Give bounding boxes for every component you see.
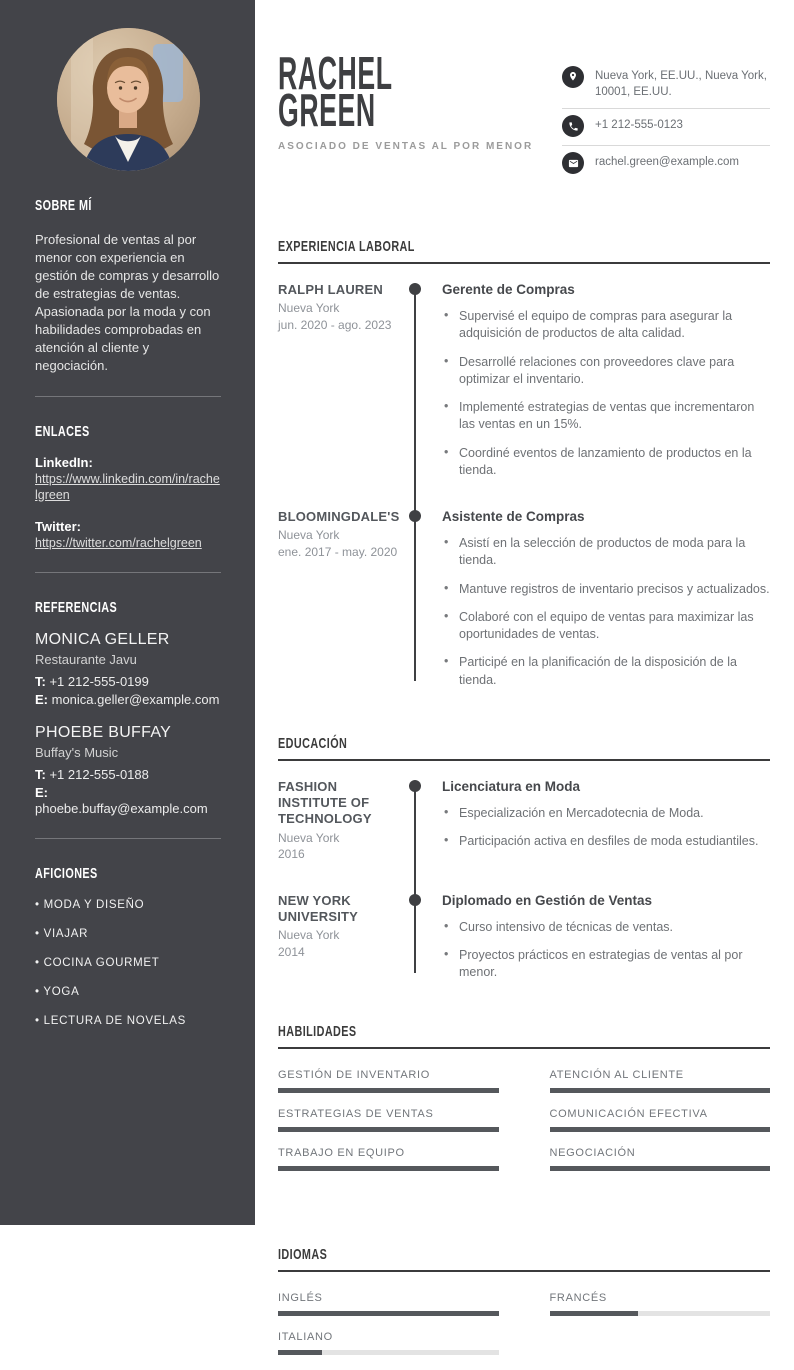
skill-bar-track (278, 1127, 499, 1132)
reference-phone (35, 767, 221, 783)
timeline-dot (409, 780, 421, 792)
skill-bar-fill (278, 1127, 499, 1132)
entry-location: Nueva York (278, 928, 340, 943)
entry-bullet: • Especialización en Mercadotecnia de Moda. (442, 805, 770, 822)
experience-entry (278, 282, 770, 479)
reference-item (35, 631, 221, 709)
experience-title: EXPERIENCIA LABORAL (278, 238, 415, 256)
link-url[interactable]: https://twitter.com/rachelgreen (35, 535, 202, 550)
contact-location: Nueva York, EE.UU., Nueva York, 10001, EE.UU. (595, 70, 767, 98)
skill-bar-fill (278, 1088, 499, 1093)
entry-meta-block (278, 509, 415, 689)
reference-org: Restaurante Javu (35, 652, 137, 667)
skill-label: ATENCIÓN AL CLIENTE (549, 1069, 684, 1082)
hobby-item: • YOGA (35, 986, 221, 998)
skills-title: HABILIDADES (278, 1023, 357, 1041)
links-title: ENLACES (35, 422, 90, 440)
reference-name: MONICA GELLER (35, 631, 170, 648)
sidebar-divider (35, 572, 221, 573)
entry-meta-block (278, 779, 415, 863)
phone-icon (562, 115, 584, 137)
entry-bullet: • Implementé estrategias de ventas que incrementaron las ventas en un 15%. (442, 399, 770, 434)
main-content (255, 0, 794, 1344)
language-label: ITALIANO (278, 1331, 333, 1344)
link-label: Twitter: (35, 518, 81, 534)
skill-bar-fill (550, 1166, 771, 1171)
skill-item (550, 1069, 771, 1093)
entry-bullet: • Participación activa en desfiles de moda estudiantiles. (442, 833, 770, 850)
entry-role: Gerente de Compras (442, 282, 575, 298)
experience-timeline (278, 264, 770, 689)
email-value: phoebe.buffay@example.com (35, 801, 208, 816)
entry-detail-block (415, 282, 770, 479)
first-name: RACHEL (278, 47, 393, 99)
sidebar-divider (35, 838, 221, 839)
language-bar-fill (278, 1311, 499, 1316)
sidebar (0, 0, 255, 1225)
skill-bar-track (550, 1166, 771, 1171)
identity-header (278, 47, 770, 182)
profile-photo-illustration (57, 28, 200, 171)
skill-item (278, 1108, 499, 1132)
entry-bullet: • Supervisé el equipo de compras para asegurar la adquisición de productos de alta calidad. (442, 308, 770, 343)
entry-degree: Licenciatura en Moda (442, 778, 581, 794)
reference-email (35, 692, 221, 708)
skill-label: GESTIÓN DE INVENTARIO (278, 1069, 431, 1082)
links-section (35, 423, 221, 552)
link-url[interactable]: https://www.linkedin.com/in/rachelgreen (35, 471, 220, 502)
entry-bullet: • Participé en la planificación de la disposición de la tienda. (442, 654, 770, 689)
language-item (550, 1292, 771, 1316)
skill-bar-fill (550, 1127, 771, 1132)
language-bar-track (550, 1311, 771, 1316)
skill-item (550, 1108, 771, 1132)
references-section (35, 599, 221, 817)
skills-section (278, 1023, 770, 1186)
skill-bar-fill (278, 1166, 499, 1171)
education-timeline (278, 761, 770, 982)
reference-phone (35, 674, 221, 690)
entry-location: Nueva York (278, 830, 340, 845)
entry-company: RALPH LAUREN (278, 282, 383, 298)
link-label: LinkedIn: (35, 454, 93, 470)
contact-card (562, 60, 770, 182)
entry-bullet: • Asistí en la selección de productos de moda para la tienda. (442, 535, 770, 570)
entry-dates: ene. 2017 - may. 2020 (278, 544, 398, 559)
timeline-dot (409, 283, 421, 295)
timeline-dot (409, 894, 421, 906)
language-item (278, 1331, 499, 1355)
languages-section (278, 1246, 770, 1370)
skill-bar-track (278, 1166, 499, 1171)
entry-detail-block (415, 893, 770, 982)
education-section (278, 735, 770, 982)
contact-email: rachel.green@example.com (595, 156, 739, 169)
email-label: E: (35, 692, 48, 708)
hobbies-title: AFICIONES (35, 865, 98, 883)
language-item (278, 1292, 499, 1316)
about-text: Profesional de ventas al por menor con experiencia en gestión de compras y desarrollo de estrategias de ventas. Apasionada por la moda y con habilidades comprobadas en atención al cliente y negociación. (35, 232, 220, 373)
skill-label: TRABAJO EN EQUIPO (278, 1147, 405, 1160)
job-title: ASOCIADO DE VENTAS AL POR MENOR (278, 140, 534, 152)
skill-label: COMUNICACIÓN EFECTIVA (549, 1108, 708, 1121)
entry-location: Nueva York (278, 301, 340, 316)
hobbies-section (35, 865, 221, 1027)
hobby-item: • VIAJAR (35, 928, 221, 940)
language-bar-fill (278, 1350, 322, 1355)
references-title: REFERENCIAS (35, 599, 118, 616)
skill-label: NEGOCIACIÓN (549, 1147, 636, 1160)
entry-bullet: • Desarrollé relaciones con proveedores clave para optimizar el inventario. (442, 354, 770, 389)
skills-grid (278, 1049, 770, 1186)
entry-degree: Diplomado en Gestión de Ventas (442, 892, 653, 908)
entry-bullet: • Coordiné eventos de lanzamiento de productos en la tienda. (442, 445, 770, 480)
contact-row-location (562, 60, 770, 109)
entry-school: NEW YORK UNIVERSITY (278, 892, 359, 924)
reference-name: PHOEBE BUFFAY (35, 723, 172, 741)
entry-dates: jun. 2020 - ago. 2023 (278, 317, 392, 332)
skill-item (550, 1147, 771, 1171)
entry-meta-block (278, 282, 415, 479)
page-title (278, 47, 426, 136)
sidebar-divider (35, 396, 221, 397)
entry-location: Nueva York (278, 528, 340, 543)
entry-detail-block (415, 779, 770, 863)
experience-entry (278, 509, 770, 689)
email-label: E: (35, 784, 48, 800)
about-title: SOBRE MÍ (35, 197, 92, 214)
entry-bullet: • Curso intensivo de técnicas de ventas. (442, 919, 770, 936)
entry-bullet: • Colaboré con el equipo de ventas para maximizar las oportunidades de ventas. (442, 609, 770, 644)
reference-org: Buffay's Music (35, 744, 119, 760)
phone-value: +1 212-555-0188 (49, 766, 149, 782)
skill-bar-track (278, 1088, 499, 1093)
link-item (35, 455, 221, 504)
entry-detail-block (415, 509, 770, 689)
about-section (35, 197, 221, 375)
email-value: monica.geller@example.com (51, 692, 220, 708)
entry-meta-block (278, 893, 415, 982)
last-name: GREEN (278, 83, 376, 136)
skill-bar-track (550, 1088, 771, 1093)
reference-email (35, 785, 221, 818)
language-bar-track (278, 1311, 499, 1316)
education-entry (278, 779, 770, 863)
envelope-icon (562, 152, 584, 174)
entry-school: FASHION INSTITUTE OF TECHNOLOGY (278, 778, 372, 827)
skill-label: ESTRATEGIAS DE VENTAS (278, 1108, 434, 1121)
entry-role: Asistente de Compras (442, 509, 585, 525)
experience-section (278, 238, 770, 689)
skill-item (278, 1069, 499, 1093)
languages-title: IDIOMAS (278, 1246, 328, 1264)
skill-item (278, 1147, 499, 1171)
contact-phone: +1 212-555-0123 (595, 119, 683, 132)
hobby-item: • COCINA GOURMET (35, 957, 221, 969)
language-label: INGLÉS (278, 1292, 323, 1305)
location-pin-icon (562, 66, 584, 88)
phone-label: T: (35, 674, 46, 689)
timeline-dot (409, 510, 421, 522)
languages-grid (278, 1272, 770, 1370)
language-label: FRANCÉS (549, 1292, 607, 1305)
link-item (35, 519, 221, 552)
phone-value: +1 212-555-0199 (49, 674, 149, 689)
education-title: EDUCACIÓN (278, 734, 348, 752)
entry-dates: 2016 (278, 847, 305, 862)
skill-bar-fill (550, 1088, 771, 1093)
reference-item (35, 724, 221, 818)
phone-label: T: (35, 766, 46, 782)
language-bar-track (278, 1350, 499, 1355)
contact-row-phone (562, 109, 770, 146)
name-block (278, 47, 534, 152)
profile-photo (57, 28, 200, 171)
hobby-item: • MODA Y DISEÑO (35, 899, 221, 911)
entry-company: BLOOMINGDALE'S (278, 509, 400, 525)
language-bar-fill (550, 1311, 638, 1316)
skill-bar-track (550, 1127, 771, 1132)
entry-bullet: • Proyectos prácticos en estrategias de ventas al por menor. (442, 947, 770, 982)
entry-bullet: • Mantuve registros de inventario precisos y actualizados. (442, 581, 770, 598)
contact-row-email (562, 146, 770, 182)
education-entry (278, 893, 770, 982)
hobbies-list (35, 899, 221, 1027)
entry-dates: 2014 (278, 944, 305, 959)
hobby-item: • LECTURA DE NOVELAS (35, 1015, 221, 1027)
